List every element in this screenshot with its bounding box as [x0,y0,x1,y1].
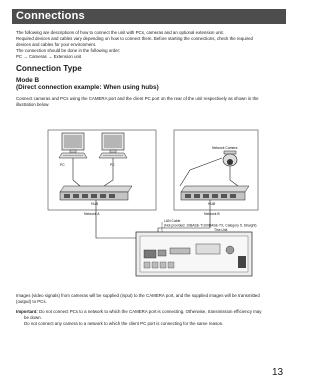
this-unit-label: This Unit [214,228,228,232]
network-a-label: Network A [84,212,100,216]
page-number: 13 [272,367,284,378]
bottom-line-2: (output) to PCs. [16,299,47,304]
network-b-label: Network B [204,212,220,216]
hub-b-icon [181,186,249,200]
important-text-1: Do not connect PCs to a network to which the CAMERA port is connecting. Otherwise, transmission efficiency may [37,309,262,314]
intro-line-5: PC → Cameras → Extension unit [16,54,82,59]
important-note-line-3: Do not connect any camera to a network to which the client PC port is connecting for the same reason. [24,321,224,326]
important-note-line-2: be down. [24,315,42,320]
mode-desc-line-2: illustration below. [16,102,50,107]
hub-b-label: HUB [208,202,216,206]
page-title: Connections [16,10,85,22]
important-label: Important: [16,309,38,314]
pc-2-icon [99,133,127,158]
mode-subtitle: (Direct connection example: When using hubs) [16,84,159,91]
intro-line-2: Required devices and cables vary depending on how to connect them. Before starting the connections, check the required [16,36,253,41]
hub-a-icon [60,186,132,200]
network-camera-label: Network Camera [212,146,238,150]
intro-line-3: devices and cables for your environment. [16,42,97,47]
bottom-line-1: Images (video signals) from cameras will be supplied (input) to the CAMERA port, and the supplied images will be transmitted [16,293,260,298]
lan-cable-spec: (Not provided: 10BASE-T/100BASE-TX, Category 5, Straight) [164,223,257,228]
mode-title: Mode B [16,77,40,84]
pc-2-label: PC [110,163,115,167]
intro-line-1: The following are descriptions of how to connect the unit with PCs, cameras and an optional extension unit. [16,30,224,35]
recorder-unit-icon [136,232,252,276]
intro-line-4: The connection should be done in the following order: [16,48,121,53]
pc-1-icon [59,133,87,158]
network-camera-icon [223,151,237,166]
pc-1-label: PC [60,163,65,167]
hub-a-label: HUB [91,202,99,206]
lan-cable-label: LAN Cable [164,219,181,223]
important-note-line-1 [16,309,286,315]
mode-desc-line-1: Connect cameras and PCs using the CAMERA port and the client PC port on the rear of the unit respectively as shown in the [16,96,259,101]
section-title: Connection Type [16,64,82,73]
